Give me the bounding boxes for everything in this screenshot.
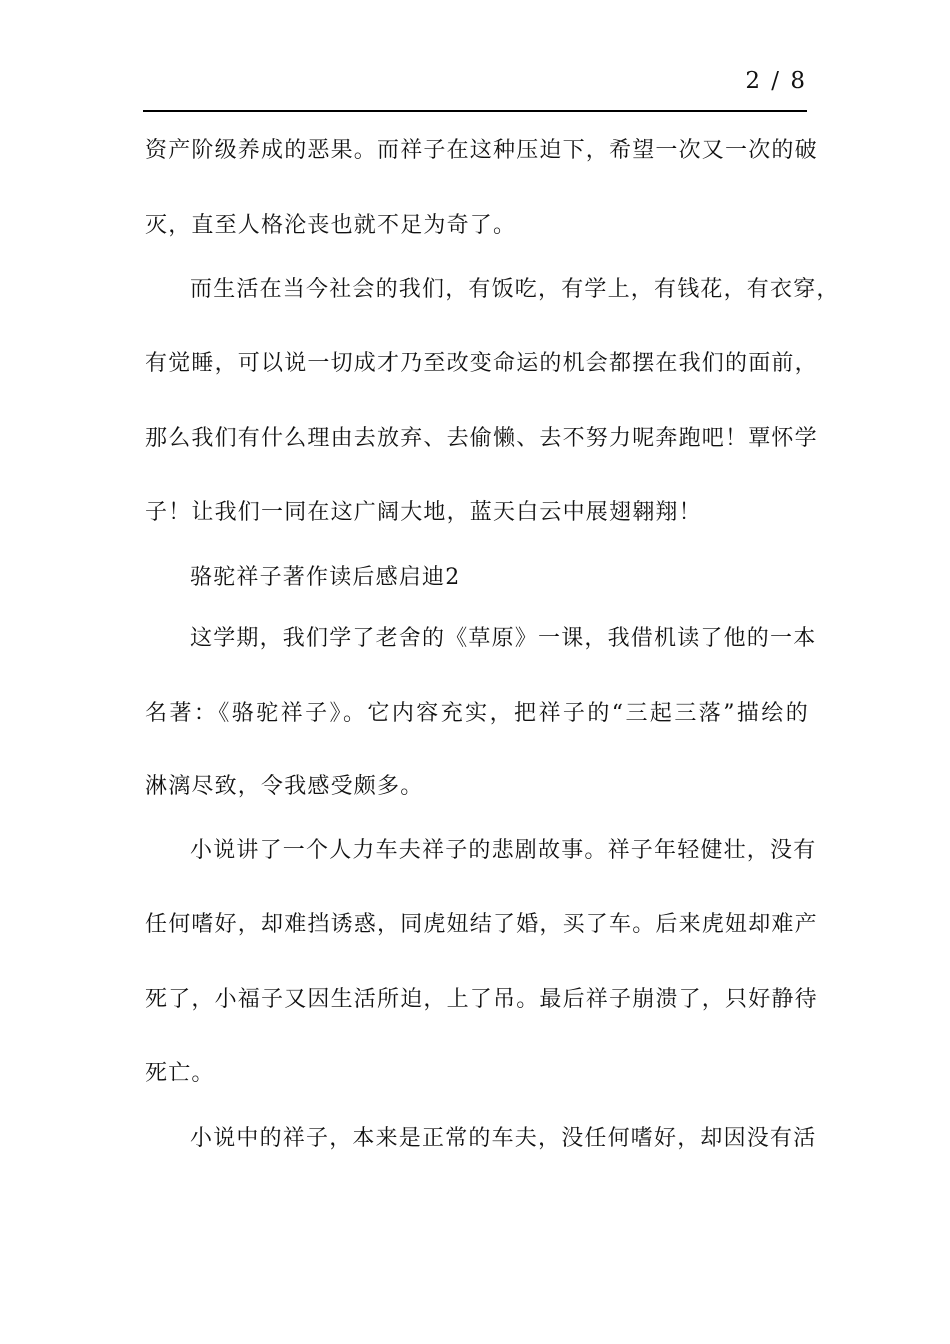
text-line: 淋漓尽致，令我感受颇多。 (145, 774, 424, 799)
text-line: 资产阶级养成的恶果。而祥子在这种压迫下，希望一次又一次的破 (145, 138, 818, 163)
page-number: 2 / 8 (745, 68, 807, 94)
text-line: 灭，直至人格沦丧也就不足为奇了。 (145, 213, 517, 238)
text-line: 死了，小福子又因生活所迫，上了吊。最后祥子崩溃了，只好静待 (145, 987, 818, 1012)
section-heading: 骆驼祥子著作读后感启迪2 (190, 565, 461, 590)
text-line: 这学期，我们学了老舍的《草原》一课，我借机读了他的一本 (190, 626, 817, 651)
text-line: 任何嗜好，却难挡诱惑，同虎妞结了婚，买了车。后来虎妞却难产 (145, 912, 818, 937)
header-rule (143, 110, 807, 112)
text-line: 子！让我们一同在这广阔大地，蓝天白云中展翅翱翔！ (145, 500, 702, 525)
text-line: 而生活在当今社会的我们，有饭吃，有学上，有钱花，有衣穿， (190, 277, 840, 302)
text-line: 小说中的祥子，本来是正常的车夫，没任何嗜好，却因没有活 (190, 1126, 817, 1151)
text-line: 名著：《骆驼祥子》。它内容充实，把祥子的“三起三落”描绘的 (145, 701, 809, 726)
text-line: 有觉睡，可以说一切成才乃至改变命运的机会都摆在我们的面前， (145, 351, 818, 376)
text-line: 小说讲了一个人力车夫祥子的悲剧故事。祥子年轻健壮，没有 (190, 838, 817, 863)
text-line: 那么我们有什么理由去放弃、去偷懒、去不努力呢奔跑吧！覃怀学 (145, 426, 818, 451)
text-line: 死亡。 (145, 1061, 215, 1086)
